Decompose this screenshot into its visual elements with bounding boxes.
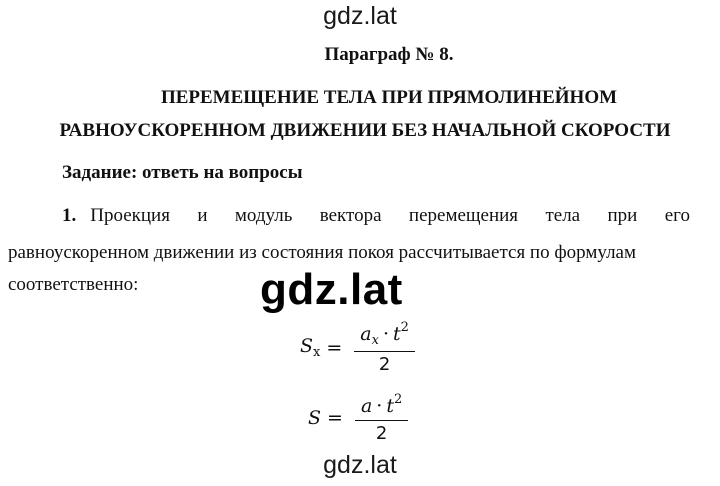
title-line-2: РАВНОУСКОРЕННОМ ДВИЖЕНИИ БЕЗ НАЧАЛЬНОЙ СКОРОСТИ <box>59 120 671 141</box>
formula-lhs: S <box>308 407 322 429</box>
question-word: тела <box>545 205 581 226</box>
title-line-1: ПЕРЕМЕЩЕНИЕ ТЕЛА ПРИ ПРЯМОЛИНЕЙНОМ <box>160 87 618 108</box>
question-number: 1. <box>62 205 77 226</box>
question-line-2: равноускоренном движении из состояния покоя рассчитывается по формулам <box>8 242 637 263</box>
numerator: $a_x \cdot t^2$ <box>360 320 409 348</box>
formula-magnitude <box>308 392 408 444</box>
question-word: при <box>607 205 638 226</box>
denominator: 2 <box>375 423 388 444</box>
formula-lhs: $S_x$ <box>300 335 321 360</box>
question-line-1 <box>62 205 690 227</box>
task-label: Задание: ответь на вопросы <box>62 162 303 183</box>
question-line-3: соответственно: <box>8 274 139 295</box>
denominator: 2 <box>378 354 391 375</box>
question-word: его <box>664 205 690 226</box>
question-word: перемещения <box>408 205 519 226</box>
question-number-and-first-word <box>62 205 170 227</box>
question-word: и <box>197 205 208 226</box>
fraction <box>354 320 415 375</box>
watermark-top: gdz.lat <box>323 2 397 30</box>
equals-sign: = <box>326 336 343 359</box>
numerator: $a \cdot t^2$ <box>360 392 403 417</box>
watermark-middle: gdz.lat <box>260 265 403 314</box>
fraction <box>355 392 408 444</box>
equals-sign: = <box>327 407 343 429</box>
question-word: вектора <box>319 205 382 226</box>
watermark-bottom: gdz.lat <box>323 451 397 479</box>
question-word: модуль <box>234 205 293 226</box>
paragraph-heading: Параграф № 8. <box>324 44 454 65</box>
formula-projection <box>300 320 415 375</box>
question-word: Проекция <box>90 205 170 226</box>
